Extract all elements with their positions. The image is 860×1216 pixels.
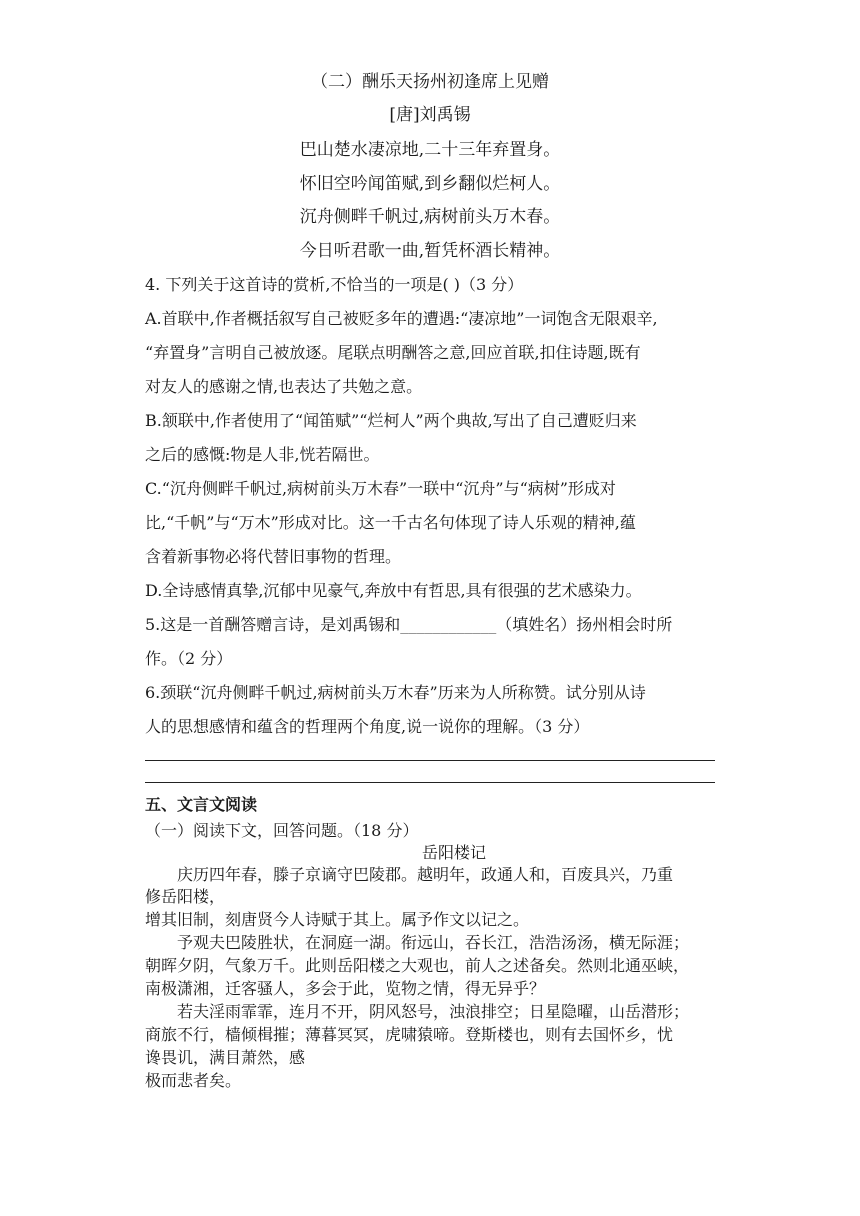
passage-line: 商旅不行，樯倾楫摧；薄暮冥冥，虎啸猿啼。登斯楼也，则有去国怀乡，忧 [145, 1025, 674, 1044]
option-b-line: 之后的感慨:物是人非,恍若隔世。 [145, 445, 380, 464]
passage-line: 庆历四年春，滕子京谪守巴陵郡。越明年，政通人和，百废具兴，乃重 [177, 865, 674, 884]
option-a-line: A.首联中,作者概括叙写自己被贬多年的遭遇:“凄凉地”一词饱含无限艰辛, [145, 309, 658, 328]
question-6-line: 6.颈联“沉舟侧畔千帆过,病树前头万木春”历来为人所称赞。试分别从诗 [145, 683, 646, 702]
poem-title: （二）酬乐天扬州初逢席上见赠 [311, 72, 549, 92]
question-4-stem: 4. 下列关于这首诗的赏析,不恰当的一项是( )（3 分） [145, 275, 524, 294]
passage-line: 南极潇湘，迁客骚人，多会于此，览物之情，得无异乎？ [145, 979, 546, 998]
option-d-line: D.全诗感情真挚,沉郁中见豪气,奔放中有哲思,具有很强的艺术感染力。 [145, 581, 642, 600]
option-a-line: “弃置身”言明自己被放逐。尾联点明酬答之意,回应首联,扣住诗题,既有 [145, 343, 641, 362]
passage-title: 岳阳楼记 [421, 843, 486, 862]
poem-line: 巴山楚水凄凉地,二十三年弃置身。 [299, 140, 561, 160]
passage-line: 极而悲者矣。 [145, 1071, 242, 1090]
option-b-line: B.颔联中,作者使用了“闻笛赋”“烂柯人”两个典故,写出了自己遭贬归来 [145, 411, 637, 430]
question-5-line [145, 617, 672, 633]
answer-line[interactable] [145, 782, 715, 783]
answer-blank[interactable]: ____________ [400, 615, 497, 634]
poem-line: 怀旧空吟闻笛赋,到乡翻似烂柯人。 [299, 174, 561, 194]
poem-line: 今日听君歌一曲,暂凭杯酒长精神。 [299, 241, 561, 261]
passage-line: 若夫淫雨霏霏，连月不开，阴风怒号，浊浪排空；日星隐曜，山岳潜形； [177, 1002, 690, 1021]
section-heading: 五、文言文阅读 [145, 795, 258, 814]
passage-line: 朝晖夕阴，气象万千。此则岳阳楼之大观也，前人之述备矣。然则北通巫峡， [145, 956, 690, 975]
option-c-line: C.“沉舟侧畔千帆过,病树前头万木春”一联中“沉舟”与“病树”形成对 [145, 479, 616, 498]
passage-line: 谗畏讥，满目萧然，感 [145, 1048, 306, 1067]
question-5-text-before: 5.这是一首酬答赠言诗，是刘禹锡和 [145, 615, 401, 634]
option-c-line: 比,“千帆”与“万木”形成对比。这一千古名句体现了诗人乐观的精神,蕴 [145, 513, 636, 532]
poem-line: 沉舟侧畔千帆过,病树前头万木春。 [299, 207, 561, 227]
answer-line[interactable] [145, 760, 715, 761]
question-6-line: 人的思想感情和蕴含的哲理两个角度,说一说你的理解。（3 分） [145, 717, 590, 736]
section-subheading: （一）阅读下文，回答问题。（18 分） [145, 821, 419, 840]
passage-line: 修岳阳楼， [145, 887, 226, 906]
question-5-text-after: （填姓名）扬州相会时所 [496, 615, 673, 634]
passage-line: 增其旧制，刻唐贤今人诗赋于其上。属予作文以记之。 [145, 910, 530, 929]
option-a-line: 对友人的感谢之情,也表达了共勉之意。 [145, 377, 423, 396]
poem-author: [唐]刘禹锡 [389, 105, 471, 125]
passage-line: 予观夫巴陵胜状，在洞庭一湖。衔远山，吞长江，浩浩汤汤，横无际涯； [177, 933, 690, 952]
question-5-line2: 作。（2 分） [145, 649, 233, 668]
option-c-line: 含着新事物必将代替旧事物的哲理。 [145, 547, 402, 566]
